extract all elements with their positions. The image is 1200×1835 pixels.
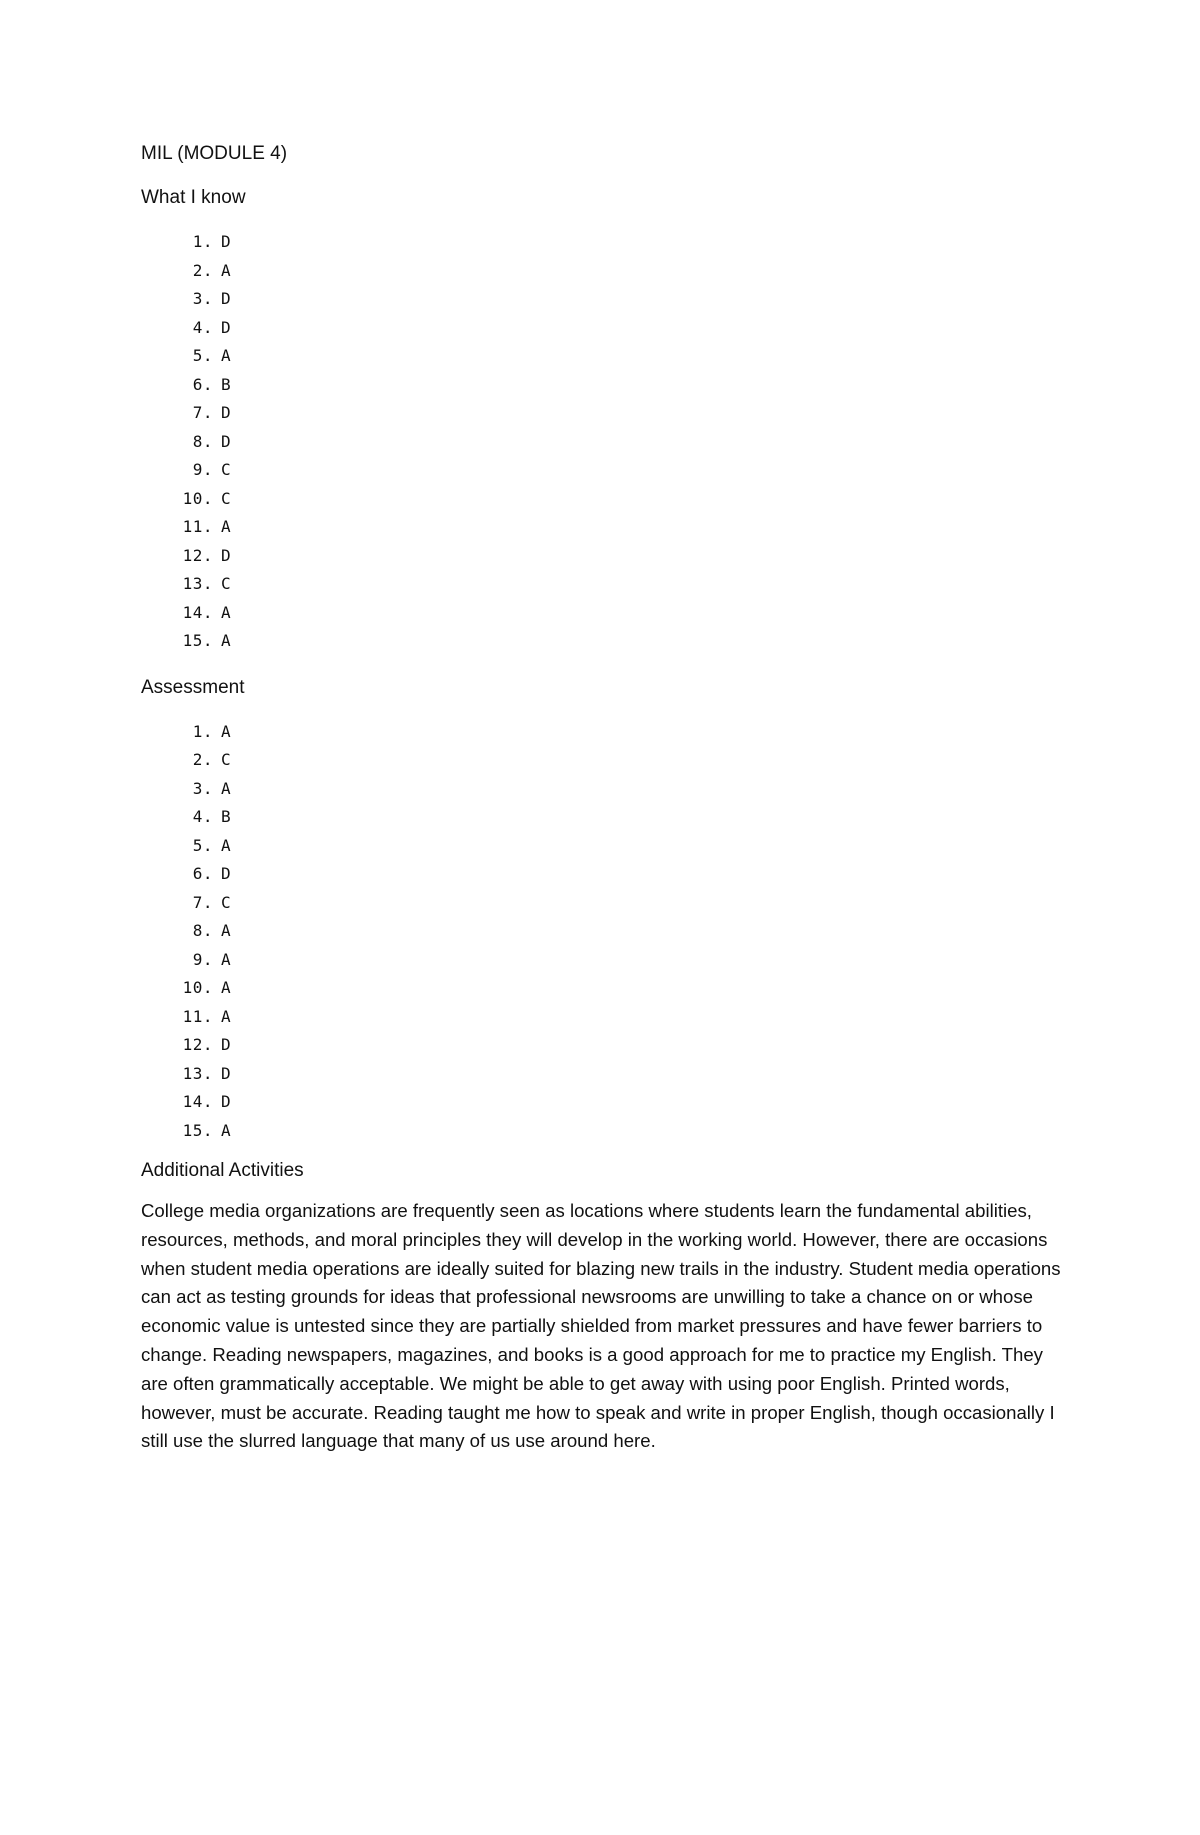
item-answer: D (221, 232, 231, 251)
item-number: 5. (192, 835, 213, 855)
item-number: 15. (182, 1120, 213, 1140)
item-answer: D (221, 1092, 231, 1111)
item-number: 12. (182, 1035, 213, 1054)
item-answer: D (221, 1063, 231, 1083)
item-answer: D (221, 317, 231, 337)
list-item (141, 1088, 1061, 1117)
list-item (141, 889, 1061, 918)
item-answer: B (221, 807, 231, 826)
item-answer: C (221, 750, 231, 769)
item-answer: A (221, 1120, 231, 1140)
item-number: 2. (192, 750, 213, 769)
item-answer: A (221, 346, 231, 365)
item-answer: A (221, 517, 231, 536)
list-item (141, 1117, 1061, 1146)
item-answer: A (221, 921, 231, 940)
item-answer: C (221, 460, 231, 479)
item-answer: D (221, 289, 231, 308)
item-answer: C (221, 892, 231, 912)
item-number: 5. (192, 346, 213, 365)
item-number: 4. (192, 807, 213, 826)
item-answer: D (221, 545, 231, 565)
item-answer: D (221, 403, 231, 422)
item-number: 6. (192, 374, 213, 394)
item-answer: A (221, 721, 231, 741)
item-number: 10. (182, 978, 213, 997)
assessment-heading: Assessment (141, 676, 245, 698)
list-item (141, 599, 1061, 628)
item-number: 8. (192, 431, 213, 451)
list-item (141, 513, 1061, 542)
item-answer: A (221, 260, 231, 280)
item-answer: A (221, 778, 231, 798)
item-number: 11. (182, 517, 213, 536)
item-number: 10. (182, 488, 213, 508)
list-item (141, 946, 1061, 975)
item-answer: D (221, 864, 231, 883)
item-answer: C (221, 488, 231, 508)
document-body (141, 142, 1061, 1456)
list-item (141, 228, 1061, 257)
list-item (141, 746, 1061, 775)
list-item (141, 1031, 1061, 1060)
list-item (141, 285, 1061, 314)
list-item (141, 1003, 1061, 1032)
item-number: 11. (182, 1006, 213, 1026)
list-item (141, 570, 1061, 599)
list-item (141, 627, 1061, 656)
item-number: 15. (182, 631, 213, 650)
item-answer: A (221, 1006, 231, 1026)
list-item (141, 775, 1061, 804)
list-item (141, 832, 1061, 861)
item-number: 2. (192, 260, 213, 280)
item-answer: D (221, 1035, 231, 1054)
item-number: 13. (182, 1063, 213, 1083)
list-item (141, 428, 1061, 457)
list-item (141, 485, 1061, 514)
list-item (141, 314, 1061, 343)
item-number: 14. (182, 602, 213, 622)
item-answer: A (221, 602, 231, 622)
item-number: 1. (192, 232, 213, 251)
item-number: 6. (192, 864, 213, 883)
list-item (141, 974, 1061, 1003)
list-item (141, 1060, 1061, 1089)
list-item (141, 860, 1061, 889)
item-answer: A (221, 949, 231, 969)
assessment-answer-list (141, 718, 1061, 1146)
item-number: 9. (192, 460, 213, 479)
item-number: 4. (192, 317, 213, 337)
what-i-know-heading: What I know (141, 187, 246, 208)
list-item (141, 371, 1061, 400)
list-item (141, 917, 1061, 946)
item-number: 9. (192, 949, 213, 969)
item-number: 14. (182, 1092, 213, 1111)
list-item (141, 342, 1061, 371)
item-number: 13. (182, 574, 213, 593)
item-number: 12. (182, 545, 213, 565)
list-item (141, 542, 1061, 571)
item-answer: B (221, 374, 231, 394)
list-item (141, 456, 1061, 485)
item-number: 7. (192, 892, 213, 912)
what-i-know-answer-list (141, 228, 1061, 656)
list-item (141, 718, 1061, 747)
list-item (141, 257, 1061, 286)
item-answer: A (221, 631, 231, 650)
item-number: 8. (192, 921, 213, 940)
list-item (141, 803, 1061, 832)
document-title: MIL (MODULE 4) (141, 143, 288, 164)
item-number: 7. (192, 403, 213, 422)
item-answer: A (221, 835, 231, 855)
additional-activities-paragraph: College media organizations are frequently seen as locations where students learn the fundamental abilities, resources, methods, and moral principles they will develop in the working world. However, there are occasions when student media operations are ideally suited for blazing new trails in the industry. Student media operations can act as testing grounds for ideas that professional newsrooms are unwilling to take a chance on or whose economic value is untested since they are partially shielded from market pressures and have fewer barriers to change. Reading newspapers, magazines, and books is a good approach for me to practice my English. They are often grammatically acceptable. We might be able to get away with using poor English. Printed words, however, must be accurate. Reading taught me how to speak and write in proper English, though occasionally I still use the slurred language that many of us use around here. (141, 1200, 1061, 1452)
item-answer: A (221, 978, 231, 997)
item-answer: D (221, 431, 231, 451)
item-answer: C (221, 574, 231, 593)
list-item (141, 399, 1061, 428)
item-number: 3. (192, 778, 213, 798)
item-number: 1. (192, 721, 213, 741)
item-number: 3. (192, 289, 213, 308)
additional-activities-heading: Additional Activities (141, 1160, 304, 1181)
